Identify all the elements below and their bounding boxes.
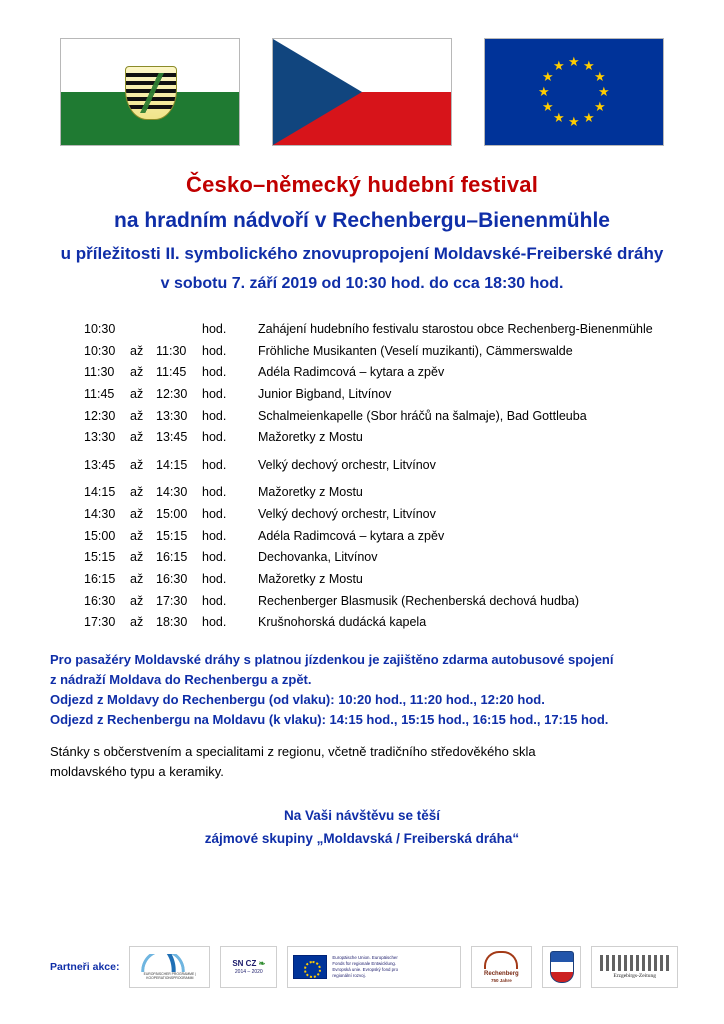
programme-description: Rechenberger Blasmusik (Rechenberská dechová hudba): [258, 593, 580, 608]
programme-range-separator: až: [130, 485, 144, 500]
programme-range-separator: až: [130, 550, 144, 565]
programme-time-to: 16:30: [156, 571, 188, 586]
programme-range-separator: až: [130, 457, 144, 472]
programme-time-unit: hod.: [202, 386, 227, 401]
programme-range-separator: až: [130, 571, 144, 586]
programme-time-unit: hod.: [202, 322, 227, 336]
programme-time-to: 11:30: [156, 343, 187, 358]
programme-time-to: 17:30: [156, 593, 188, 608]
flags-row: [0, 0, 724, 146]
notes-section: [50, 650, 678, 783]
programme-time-from: 11:45: [84, 386, 115, 401]
efre-logo-caption: EUROPÄISCHER PROGRAMME | KOOPERATIONSPROGRAMM: [143, 971, 197, 980]
programme-time-unit: hod.: [202, 528, 227, 543]
programme-range-separator: až: [130, 343, 144, 358]
programme-description: Velký dechový orchestr, Litvínov: [258, 507, 436, 521]
programme-description: Zahájení hudebního festivalu starostou obce Rechenberg-Bienenmühle: [258, 322, 653, 336]
programme-row: [84, 319, 684, 341]
programme-time-from: 10:30: [84, 343, 116, 358]
saxony-rue-crown: [128, 73, 176, 113]
programme-time-from: 13:30: [84, 430, 116, 445]
rechenberg-logo: [471, 946, 532, 988]
eu-fund-text-3: Evropská unie. Evropský fond pro: [332, 967, 399, 972]
programme-time-unit: hod.: [202, 408, 227, 423]
programme-time-unit: hod.: [202, 571, 227, 586]
programme-row: [84, 406, 684, 428]
programme-time-unit: hod.: [202, 430, 227, 445]
bus-note-line-1: Pro pasažéry Moldavské dráhy s platnou jízdenkou je zajištěno zdarma autobusové spojení: [50, 651, 614, 667]
eu-flag-icon: [484, 38, 664, 146]
programme-range-separator: až: [130, 593, 144, 608]
programme-description: Mažoretky z Mostu: [258, 485, 363, 500]
sn-cz-period: 2014 – 2020: [234, 968, 263, 975]
programme-time-to: 12:30: [156, 386, 188, 401]
programme-time-from: 13:45: [84, 457, 116, 472]
programme-description: Dechovanka, Litvínov: [258, 550, 378, 565]
programme-table: [84, 319, 684, 634]
eu-flag-mini-icon: [293, 955, 327, 979]
subtitle-occasion: u příležitosti II. symbolického znovupropojení Moldavské-Freiberské dráhy: [60, 244, 664, 263]
programme-description: Junior Bigband, Litvínov: [258, 386, 392, 401]
efre-swoosh-icon: [130, 954, 190, 972]
programme-range-separator: až: [130, 408, 144, 423]
programme-time-unit: hod.: [202, 593, 227, 608]
programme-time-unit: hod.: [202, 365, 227, 380]
efre-logo: [129, 946, 210, 988]
programme-row: [84, 504, 684, 526]
czech-flag-blue-wedge: [273, 39, 362, 145]
eu-stars: ★ ★ ★ ★ ★ ★ ★ ★ ★ ★ ★ ★: [538, 54, 610, 129]
programme-time-from: 12:30: [84, 408, 116, 423]
newspaper-icon: [600, 955, 670, 971]
poster-headings: [0, 172, 724, 293]
programme-time-from: 10:30: [84, 322, 116, 336]
programme-time-from: 14:15: [84, 485, 116, 500]
programme-time-unit: hod.: [202, 615, 227, 630]
programme-range-separator: [130, 319, 156, 341]
departure-to-rechenberg: Odjezd z Moldavy do Rechenbergu (od vlaku): 10:20 hod., 11:20 hod., 12:20 hod.: [50, 692, 545, 708]
programme-time-from: 16:15: [84, 571, 116, 586]
programme-range-separator: až: [130, 430, 144, 445]
programme-time-from: 14:30: [84, 507, 116, 521]
programme-description: Adéla Radimcová – kytara a zpěv: [258, 365, 445, 380]
programme-range-separator: až: [130, 386, 144, 401]
programme-description: Velký dechový orchestr, Litvínov: [258, 457, 436, 472]
programme-row: [84, 569, 684, 591]
coat-of-arms-logo: [542, 946, 581, 988]
closing-line-2: zájmové skupiny „Moldavská / Freiberská dráha“: [204, 830, 520, 846]
programme-time-to: 13:45: [156, 430, 188, 445]
subtitle-datetime: v sobotu 7. září 2019 od 10:30 hod. do cca 18:30 hod.: [160, 275, 564, 292]
departure-to-moldava: Odjezd z Rechenbergu na Moldavu (k vlaku): 14:15 hod., 15:15 hod., 16:15 hod., 17:15 hod.: [50, 712, 609, 728]
programme-row: [84, 341, 684, 363]
saxony-flag-icon: [60, 38, 240, 146]
programme-description: Schalmeienkapelle (Sbor hráčů na šalmaje), Bad Gottleuba: [258, 408, 587, 423]
programme-row: [84, 591, 684, 613]
programme-description: Mažoretky z Mostu: [258, 430, 363, 445]
programme-time-from: 15:15: [84, 550, 116, 565]
programme-time-to: 14:15: [156, 457, 188, 472]
programme-row: [84, 526, 684, 548]
programme-description: Mažoretky z Mostu: [258, 571, 363, 586]
programme-row: [84, 427, 684, 449]
stalls-note-line-2: moldavského typu a keramiky.: [50, 764, 224, 780]
rechenberg-anniversary: 750 Jahre: [490, 977, 512, 983]
programme-time-unit: hod.: [202, 507, 227, 521]
sn-cz-label: SN CZ: [232, 958, 257, 968]
saxony-coat-of-arms-icon: [113, 62, 187, 122]
rechenberg-label: Rechenberg: [484, 970, 519, 977]
programme-time-to: 15:00: [156, 507, 188, 521]
stalls-note-line-1: Stánky s občerstvením a specialitami z regionu, včetně tradičního středověkého skla: [50, 744, 536, 760]
closing-section: [0, 805, 724, 851]
programme-time-from: 17:30: [84, 615, 116, 630]
programme-row: [84, 476, 684, 504]
programme-row: [84, 449, 684, 477]
programme-time-unit: hod.: [202, 485, 227, 500]
programme-description: Krušnohorská dudácká kapela: [258, 615, 427, 630]
programme-time-to: 11:45: [156, 365, 187, 380]
programme-row: [84, 612, 684, 634]
partners-label: Partneři akce:: [50, 961, 120, 973]
subtitle-venue: na hradním nádvoří v Rechenbergu–Bienenmühle: [114, 209, 610, 232]
erzgebirgs-zeitung-logo: [591, 946, 678, 988]
programme-time-to: 13:30: [156, 408, 188, 423]
page-title: Česko–německý hudební festival: [185, 172, 539, 197]
programme-range-separator: až: [130, 528, 144, 543]
closing-line-1: Na Vaši návštěvu se těší: [283, 807, 441, 823]
programme-description: Fröhliche Musikanten (Veselí muzikanti), Cämmerswalde: [258, 343, 573, 358]
partners-row: [50, 946, 678, 988]
programme-row: [84, 547, 684, 569]
programme-description: Adéla Radimcová – kytara a zpěv: [258, 528, 445, 543]
programme-row: [84, 362, 684, 384]
programme-time-unit: hod.: [202, 343, 227, 358]
eu-fund-text-1: Europäische Union. Europäischer: [332, 954, 398, 960]
saxony-shield: [125, 66, 177, 120]
eu-fund-logo: [287, 946, 460, 988]
eu-fund-text-4: regionální rozvoj.: [332, 973, 366, 979]
programme-time-from: 16:30: [84, 593, 116, 608]
sn-cz-logo: [220, 946, 277, 988]
programme-time-from: 11:30: [84, 365, 115, 380]
programme-range-separator: až: [130, 365, 144, 380]
erzgebirgs-zeitung-label: Erzgebirgs-Zeitung: [613, 972, 656, 979]
czech-flag-icon: [272, 38, 452, 146]
leaf-icon: ❧: [258, 958, 266, 968]
programme-time-unit: hod.: [202, 550, 227, 565]
programme-range-separator: až: [130, 615, 144, 630]
programme-time-to: 16:15: [156, 550, 188, 565]
bus-note-line-2: z nádraží Moldava do Rechenbergu a zpět.: [50, 671, 312, 687]
programme-row: [84, 384, 684, 406]
programme-time-unit: hod.: [202, 457, 227, 472]
coat-of-arms-shield-icon: [550, 951, 574, 983]
rechenberg-arch-icon: [484, 951, 518, 969]
programme-time-to: 14:30: [156, 485, 188, 500]
programme-time-to: 15:15: [156, 528, 188, 543]
programme-time-to: 18:30: [156, 615, 188, 630]
programme-time-to: [156, 319, 202, 341]
programme-range-separator: až: [130, 507, 144, 521]
eu-fund-text-2: Fonds für regionale Entwicklung.: [332, 960, 397, 966]
programme-time-from: 15:00: [84, 528, 116, 543]
